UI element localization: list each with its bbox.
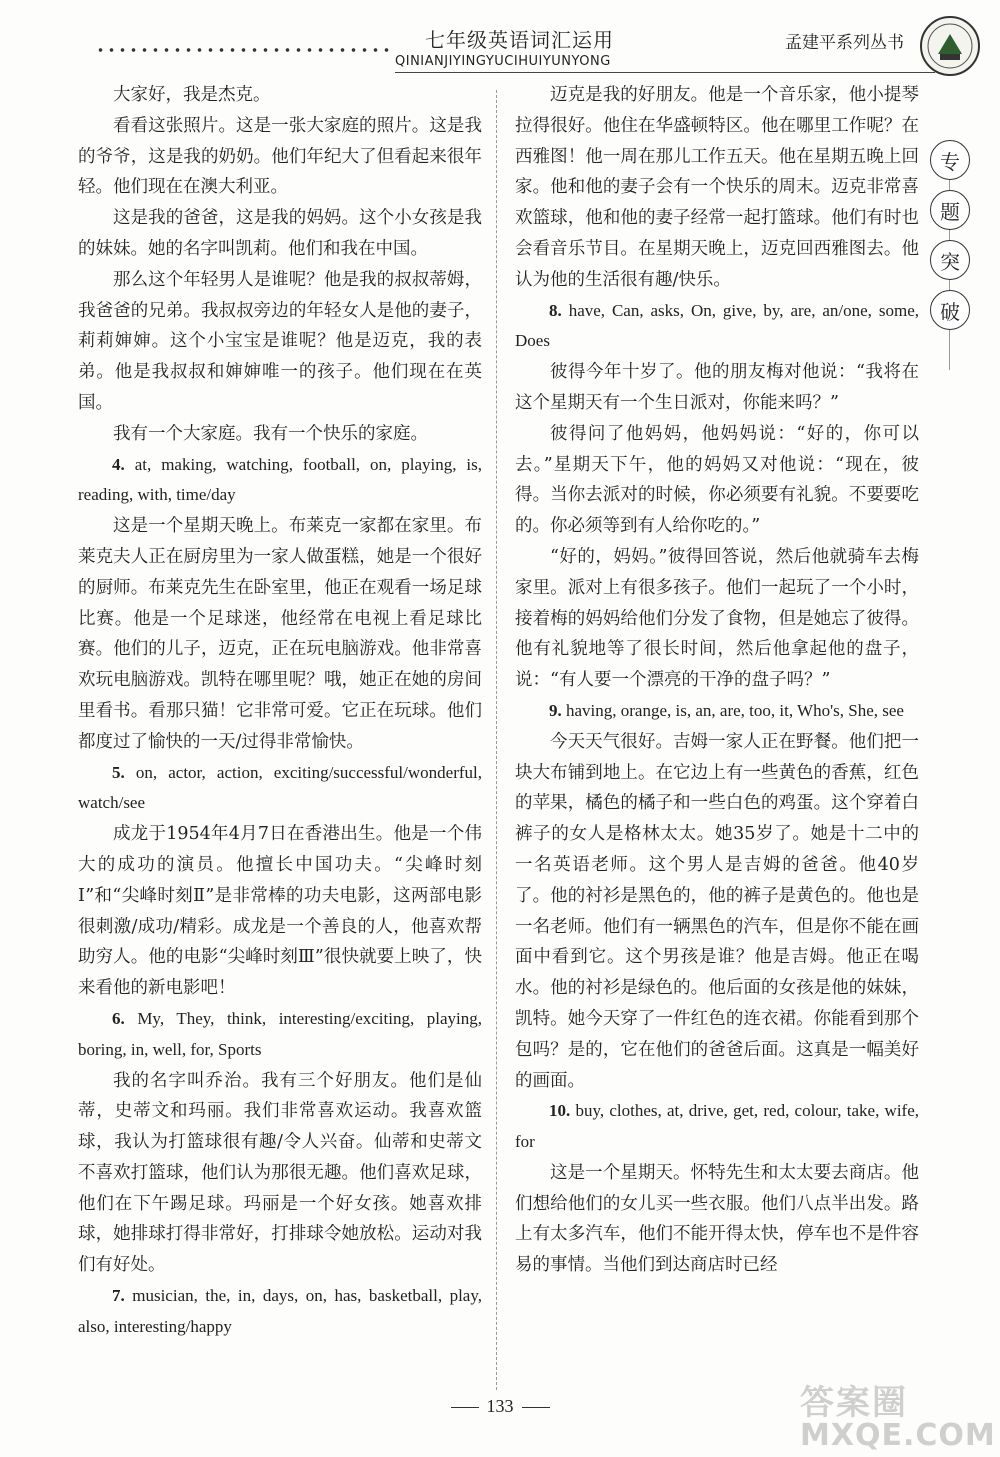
- question-number: 9.: [549, 700, 562, 720]
- right-column: [515, 80, 919, 1281]
- translation-paragraph: 今天天气很好。吉姆一家人正在野餐。他们把一块大布铺到地上。在它边上有一些黄色的香蕉，红色的苹果，橘色的橘子和一些白色的鸡蛋。这个穿着白裤子的女人是格林太太。她35岁了。她是十二中的一名英语老师。这个男人是吉姆的爸爸。他40岁了。他的衬衫是黑色的，他的裤子是黄色的。他也是一名老师。他们有一辆黑色的汽车，但是你不能在画面中看到它。这个男孩是谁？他是吉姆。他正在喝水。他的衬衫是绿色的。他后面的女孩是他的妹妹，凯特。她今天穿了一件红色的连衣裙。你能看到那个包吗？是的，它在他们的爸爸后面。这真是一幅美好的画面。: [515, 731, 919, 1091]
- answer-words: having, orange, is, an, are, too, it, Who's, She, see: [566, 700, 904, 720]
- answer-words: at, making, watching, football, on, playing, is, reading, with, time/day: [78, 454, 483, 505]
- translation-paragraph: 这是一个星期天晚上。布莱克一家都在家里。布莱克夫人正在厨房里为一家人做蛋糕，她是一个很好的厨师。布莱克先生在卧室里，他正在观看一场足球比赛。他是一个足球迷，他经常在电视上看足球比赛。他们的儿子，迈克，正在玩电脑游戏。他非常喜欢玩电脑游戏。凯特在哪里呢？哦，她正在她的房间里看书。看那只猫！它非常可爱。它正在玩球。他们都度过了愉快的一天/过得非常愉快。: [78, 516, 482, 752]
- translation-paragraph: 迈克是我的好朋友。他是一个音乐家，他小提琴拉得很好。他住在华盛顿特区。他在哪里工作呢？在西雅图！他一周在那儿工作五天。他在星期五晚上回家。他和他的妻子会有一个快乐的周末。迈克非常喜欢篮球，他和他的妻子经常一起打篮球。他们有时也会看音乐节目。在星期天晚上，迈克回西雅图去。他认为他的生活很有趣/快乐。: [515, 85, 919, 290]
- section-tabs: [930, 140, 980, 340]
- translation-paragraph: 看看这张照片。这是一张大家庭的照片。这是我的爷爷，这是我的奶奶。他们年纪大了但看起来很年轻。他们现在在澳大利亚。: [78, 115, 482, 198]
- page-number: 133: [486, 1396, 514, 1416]
- translation-paragraph: 彼得问了他妈妈，他妈妈说：“好的，你可以去。”星期天下午，他的妈妈又对他说：“现在，彼得。当你去派对的时候，你必须要有礼貌。不要要吃的。你必须等到有人给你吃的。”: [515, 423, 919, 537]
- translation-paragraph: 大家好，我是杰克。: [113, 85, 271, 105]
- book-title: 七年级英语词汇运用: [425, 28, 614, 52]
- question-number: 8.: [549, 300, 562, 320]
- question-number: 6.: [112, 1008, 125, 1028]
- tab-ti: 题: [930, 190, 970, 230]
- page-header: [95, 18, 925, 78]
- watermark-url: MXQE.COM: [800, 1418, 996, 1453]
- translation-paragraph: 我的名字叫乔治。我有三个好朋友。他们是仙蒂，史蒂文和玛丽。我们非常喜欢运动。我喜欢篮球，我认为打篮球很有趣/令人兴奋。仙蒂和史蒂文不喜欢打篮球，他们认为那很无趣。他们喜欢足球，他们在下午踢足球。玛丽是一个好女孩。她喜欢排球，她排球打得非常好，打排球令她放松。运动对我们有好处。: [78, 1070, 482, 1276]
- series-logo-icon: [918, 14, 982, 78]
- tab-po: 破: [930, 290, 970, 330]
- translation-paragraph: “好的，妈妈。”彼得回答说，然后他就骑车去梅家里。派对上有很多孩子。他们一起玩了一个小时，接着梅的妈妈给他们分发了食物，但是她忘了彼得。他有礼貌地等了很长时间，然后他拿起他的盘子，说：“有人要一个漂亮的干净的盘子吗？”: [515, 546, 919, 691]
- question-number: 7.: [112, 1286, 125, 1306]
- answer-key: [78, 1281, 482, 1343]
- translation-paragraph: 这是一个星期天。怀特先生和太太要去商店。他们想给他们的女儿买一些衣服。他们八点半出发。路上有太多汽车，他们不能开得太快，停车也不是件容易的事情。当他们到达商店时已经: [515, 1162, 919, 1276]
- translation-paragraph: 那么这个年轻男人是谁呢？他是我的叔叔蒂姆，我爸爸的兄弟。我叔叔旁边的年轻女人是他的妻子，莉莉婶婶。这个小宝宝是谁呢？他是迈克，我的表弟。他是我叔叔和婶婶唯一的孩子。他们现在在英国。: [78, 269, 482, 413]
- translation-paragraph: 彼得今年十岁了。他的朋友梅对他说：“我将在这个星期天有一个生日派对，你能来吗？”: [515, 362, 919, 413]
- answer-key: [78, 758, 482, 820]
- question-number: 4.: [112, 454, 125, 474]
- watermark-top: 答案圈: [800, 1383, 908, 1423]
- question-number: 5.: [112, 762, 125, 782]
- answer-words: buy, clothes, at, drive, get, red, colour, take, wife, for: [515, 1101, 920, 1152]
- answer-key: [515, 1096, 919, 1158]
- answer-key: [515, 696, 919, 727]
- tab-tu: 突: [930, 240, 970, 280]
- answer-words: My, They, think, interesting/exciting, playing, boring, in, well, for, Sports: [78, 1008, 482, 1059]
- answer-words: have, Can, asks, On, give, by, are, an/one, some, Does: [515, 300, 919, 351]
- answer-words: on, actor, action, exciting/successful/wonderful, watch/see: [78, 762, 482, 813]
- header-rule: [395, 72, 935, 73]
- answer-key: [515, 296, 919, 358]
- book-title-pinyin: QINIANJIYINGYUCIHUIYUNYONG: [395, 54, 611, 69]
- dotted-rule: [95, 46, 395, 54]
- column-divider: [496, 90, 497, 1390]
- tab-zhuan: 专: [930, 140, 970, 180]
- answer-key: [78, 450, 482, 512]
- left-column: [78, 80, 482, 1343]
- translation-paragraph: 这是我的爸爸，这是我的妈妈。这个小女孩是我的妹妹。她的名字叫凯莉。他们和我在中国。: [78, 208, 482, 259]
- translation-paragraph: 成龙于1954年4月7日在香港出生。他是一个伟大的成功的演员。他擅长中国功夫。“尖峰时刻Ⅰ”和“尖峰时刻Ⅱ”是非常棒的功夫电影，这两部电影很刺激/成功/精彩。成龙是一个善良的人，他喜欢帮助穷人。他的电影“尖峰时刻Ⅲ”很快就要上映了，快来看他的新电影吧！: [78, 824, 482, 999]
- answer-key: [78, 1004, 482, 1066]
- translation-paragraph: 我有一个大家庭。我有一个快乐的家庭。: [113, 423, 428, 444]
- question-number: 10.: [549, 1101, 571, 1121]
- answer-words: musician, the, in, days, on, has, basketball, play, also, interesting/happy: [78, 1286, 482, 1336]
- watermark: [800, 1375, 996, 1453]
- series-name: 孟建平系列丛书: [785, 33, 904, 53]
